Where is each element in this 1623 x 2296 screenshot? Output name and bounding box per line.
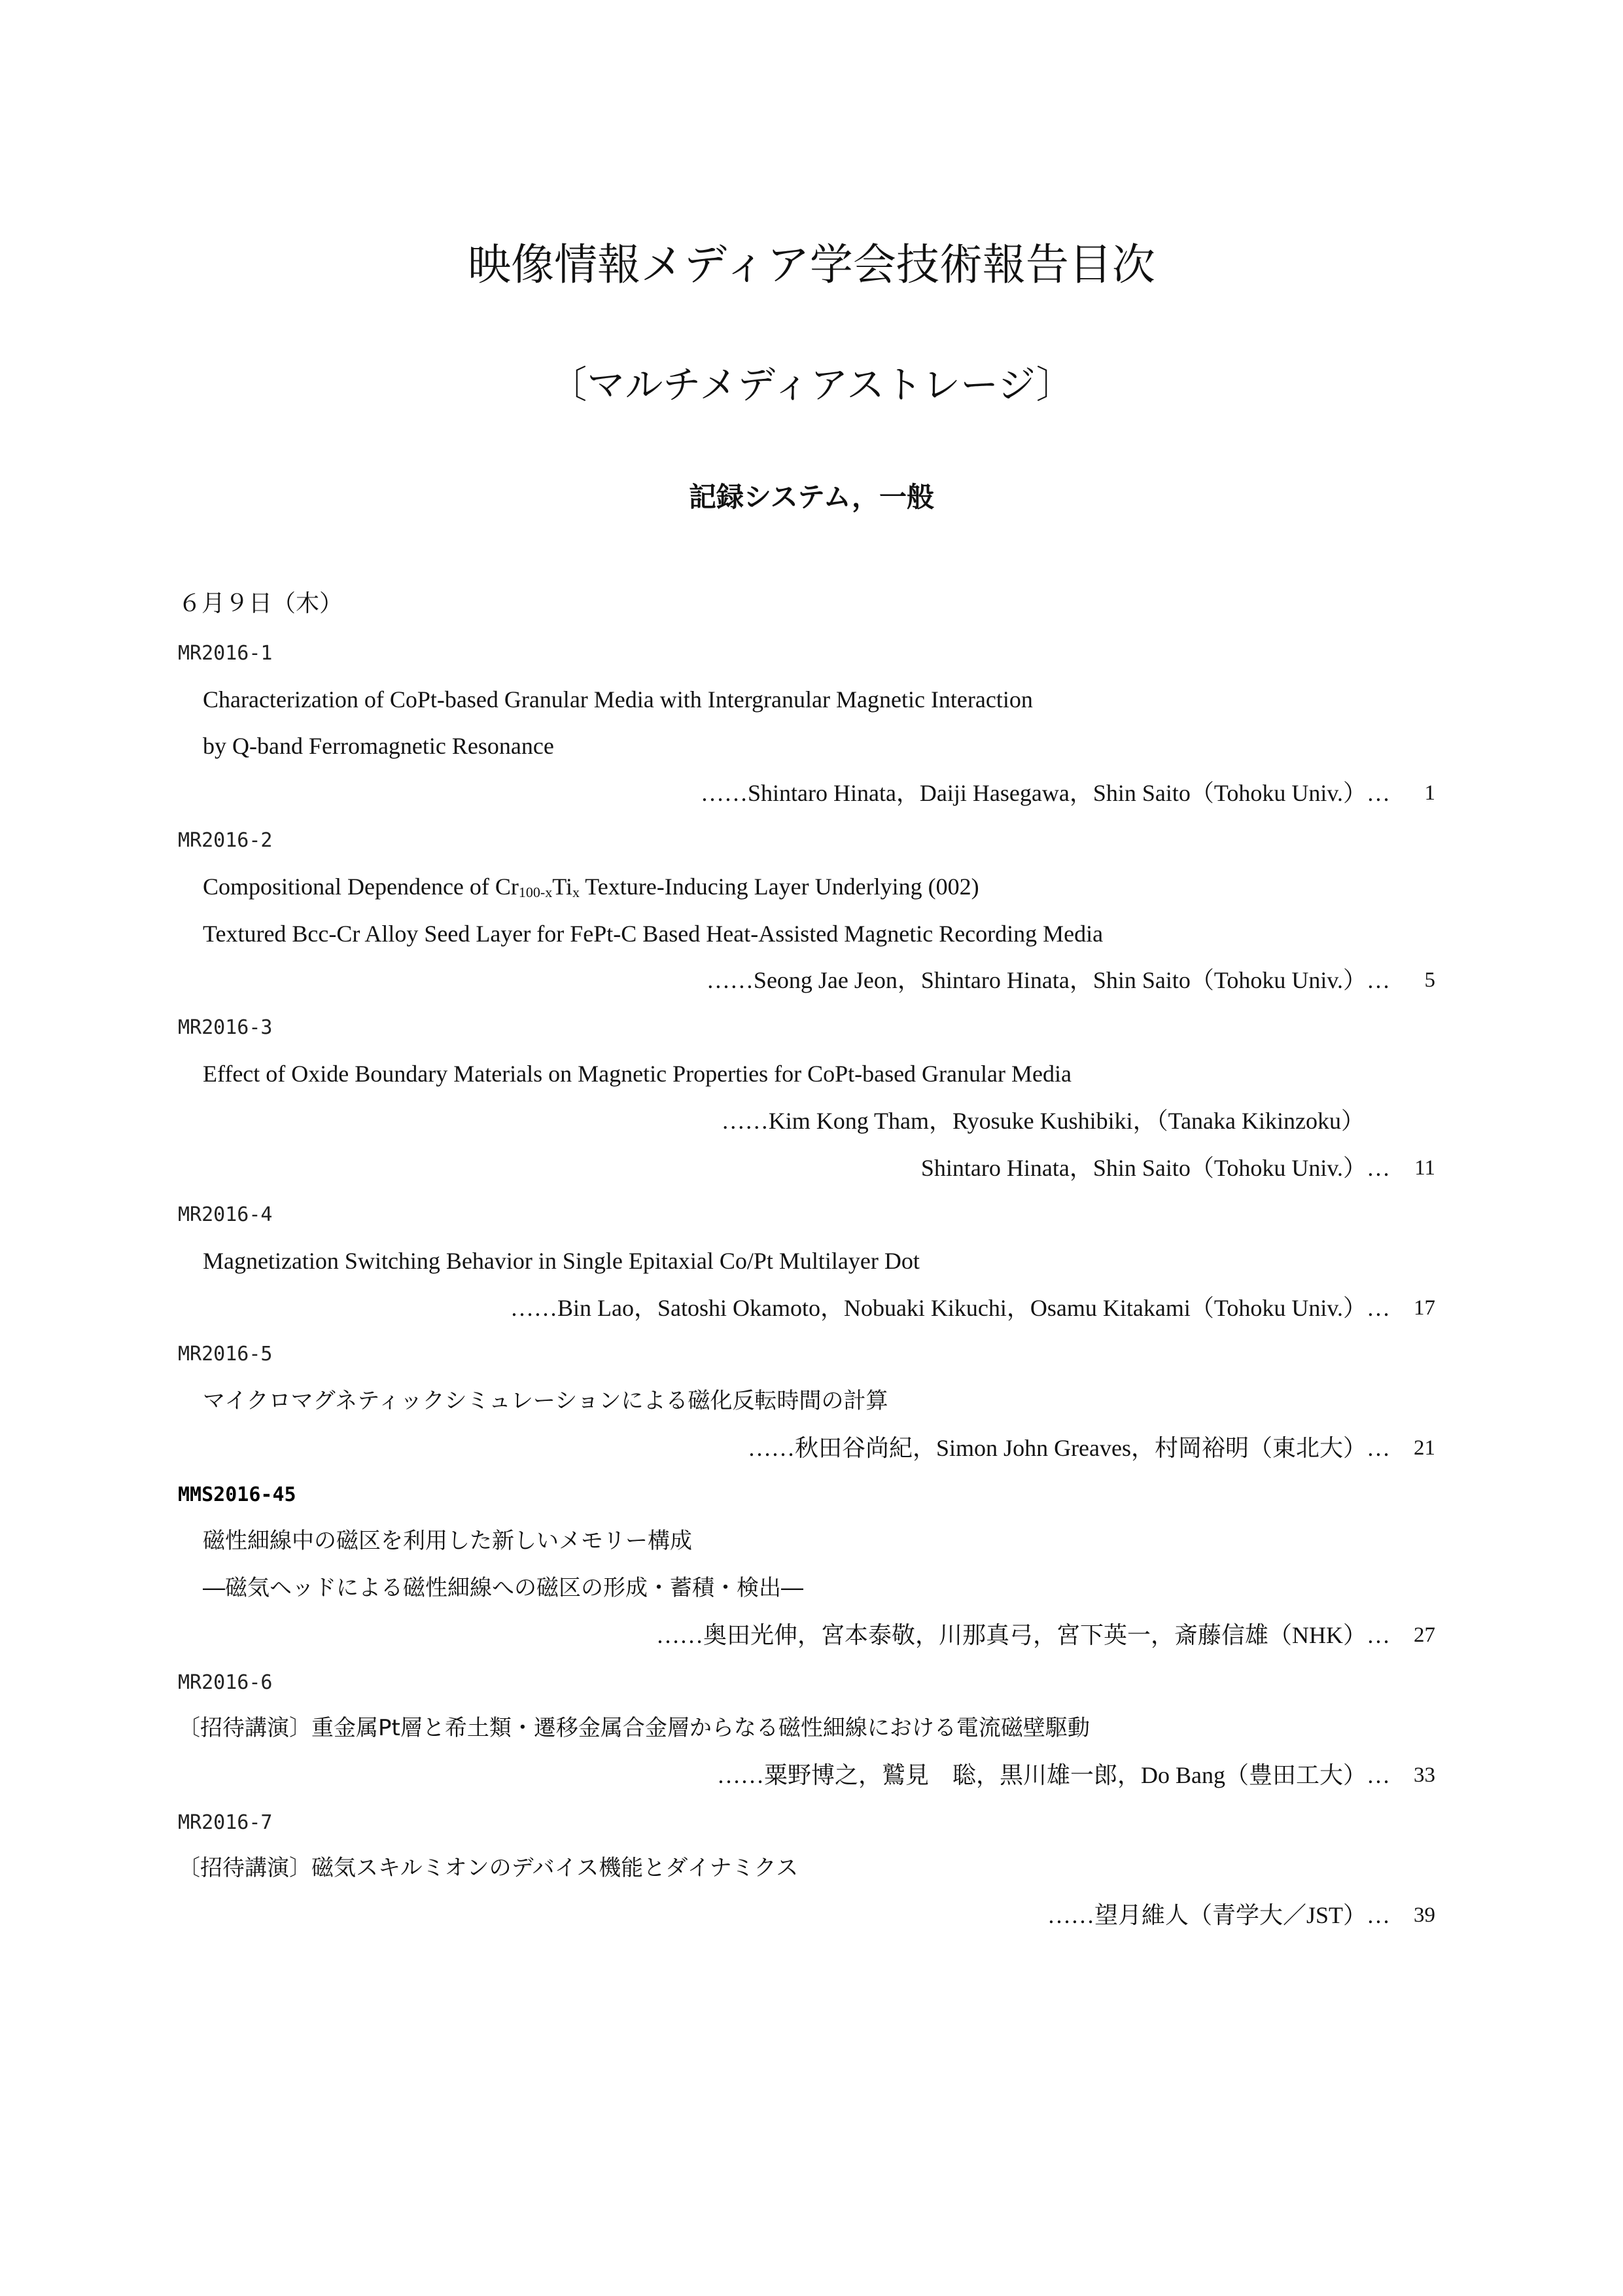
entry-authors: ……Kim Kong Tham，Ryosuke Kushibiki，（Tanaka Kikinzoku） xyxy=(721,1108,1365,1134)
entry-page-number: 27 xyxy=(1414,1623,1435,1647)
document-title: 映像情報メディア学会技術報告目次 xyxy=(468,239,1155,290)
entry-page-number: 11 xyxy=(1414,1156,1435,1180)
entry-title-line: Effect of Oxide Boundary Materials on Magnetic Properties for CoPt-based Granular Media xyxy=(203,1061,1072,1087)
entry-page-number: 39 xyxy=(1414,1903,1435,1927)
entry-title-line: by Q-band Ferromagnetic Resonance xyxy=(203,733,554,759)
document-subtitle: 〔マルチメディアストレージ〕 xyxy=(549,362,1074,407)
entry-title-subscript: 100-x xyxy=(518,884,553,900)
entry-code: MR2016-4 xyxy=(178,1203,273,1226)
entry-title-line: 〔招待講演〕重金属Pt層と希土類・遷移金属合金層からなる磁性細線における電流磁壁駆動 xyxy=(178,1715,1090,1741)
entry-code: MR2016-7 xyxy=(178,1811,273,1834)
entry-title-line: 〔招待講演〕磁気スキルミオンのデバイス機能とダイナミクス xyxy=(178,1855,799,1881)
entry-page-number: 1 xyxy=(1424,781,1435,805)
entry-authors: ……奥田光伸，宮本泰敬，川那真弓，宮下英一，斎藤信雄（NHK）… xyxy=(656,1622,1390,1648)
entry-title-text: Compositional Dependence of Cr xyxy=(203,874,519,900)
entry-page-number: 33 xyxy=(1414,1763,1435,1787)
entry-page-number: 5 xyxy=(1424,968,1435,992)
entry-title-line: Characterization of CoPt-based Granular Media with Intergranular Magnetic Interaction xyxy=(203,686,1033,713)
entry-title-text: Ti xyxy=(552,874,572,900)
entry-authors: ……粟野博之，鷲見 聡，黒川雄一郎，Do Bang（豊田工大）… xyxy=(717,1762,1390,1788)
entry-code: MR2016-3 xyxy=(178,1016,273,1039)
entry-code: MR2016-6 xyxy=(178,1671,273,1694)
entry-authors: ……Shintaro Hinata，Daiji Hasegawa，Shin Saito（Tohoku Univ.）… xyxy=(700,780,1390,806)
entry-title-line: 磁性細線中の磁区を利用した新しいメモリー構成 xyxy=(203,1528,692,1554)
entry-title-text: Texture-Inducing Layer Underlying (002) xyxy=(579,874,979,900)
entry-code: MR2016-1 xyxy=(178,642,273,665)
entry-page-number: 21 xyxy=(1414,1436,1435,1460)
entry-authors: Shintaro Hinata，Shin Saito（Tohoku Univ.）… xyxy=(920,1155,1390,1181)
entry-code: MR2016-5 xyxy=(178,1343,273,1366)
session-date: ６月９日（木） xyxy=(178,590,343,617)
entry-code: MMS2016-45 xyxy=(178,1483,296,1506)
entry-title-subscript: x xyxy=(572,884,580,900)
entry-title-line: マイクロマグネティックシミュレーションによる磁化反転時間の計算 xyxy=(203,1388,888,1414)
entry-title-line: Magnetization Switching Behavior in Single Epitaxial Co/Pt Multilayer Dot xyxy=(203,1248,920,1274)
entry-authors: ……Seong Jae Jeon，Shintaro Hinata，Shin Saito（Tohoku Univ.）… xyxy=(706,967,1390,993)
entry-title-line: ―磁気ヘッドによる磁性細線への磁区の形成・蓄積・検出― xyxy=(203,1575,803,1601)
entry-authors: ……望月維人（青学大／JST）… xyxy=(1047,1902,1390,1928)
section-heading: 記録システム，一般 xyxy=(688,481,935,513)
entry-authors: ……Bin Lao，Satoshi Okamoto，Nobuaki Kikuchi，Osamu Kitakami（Tohoku Univ.）… xyxy=(510,1295,1390,1321)
entry-title-line xyxy=(203,870,979,903)
entry-authors: ……秋田谷尚紀，Simon John Greaves，村岡裕明（東北大）… xyxy=(748,1435,1390,1461)
entry-code: MR2016-2 xyxy=(178,829,273,852)
entry-page-number: 17 xyxy=(1414,1296,1435,1320)
entry-title-line: Textured Bcc-Cr Alloy Seed Layer for FePt-C Based Heat-Assisted Magnetic Recording Media xyxy=(203,921,1104,947)
